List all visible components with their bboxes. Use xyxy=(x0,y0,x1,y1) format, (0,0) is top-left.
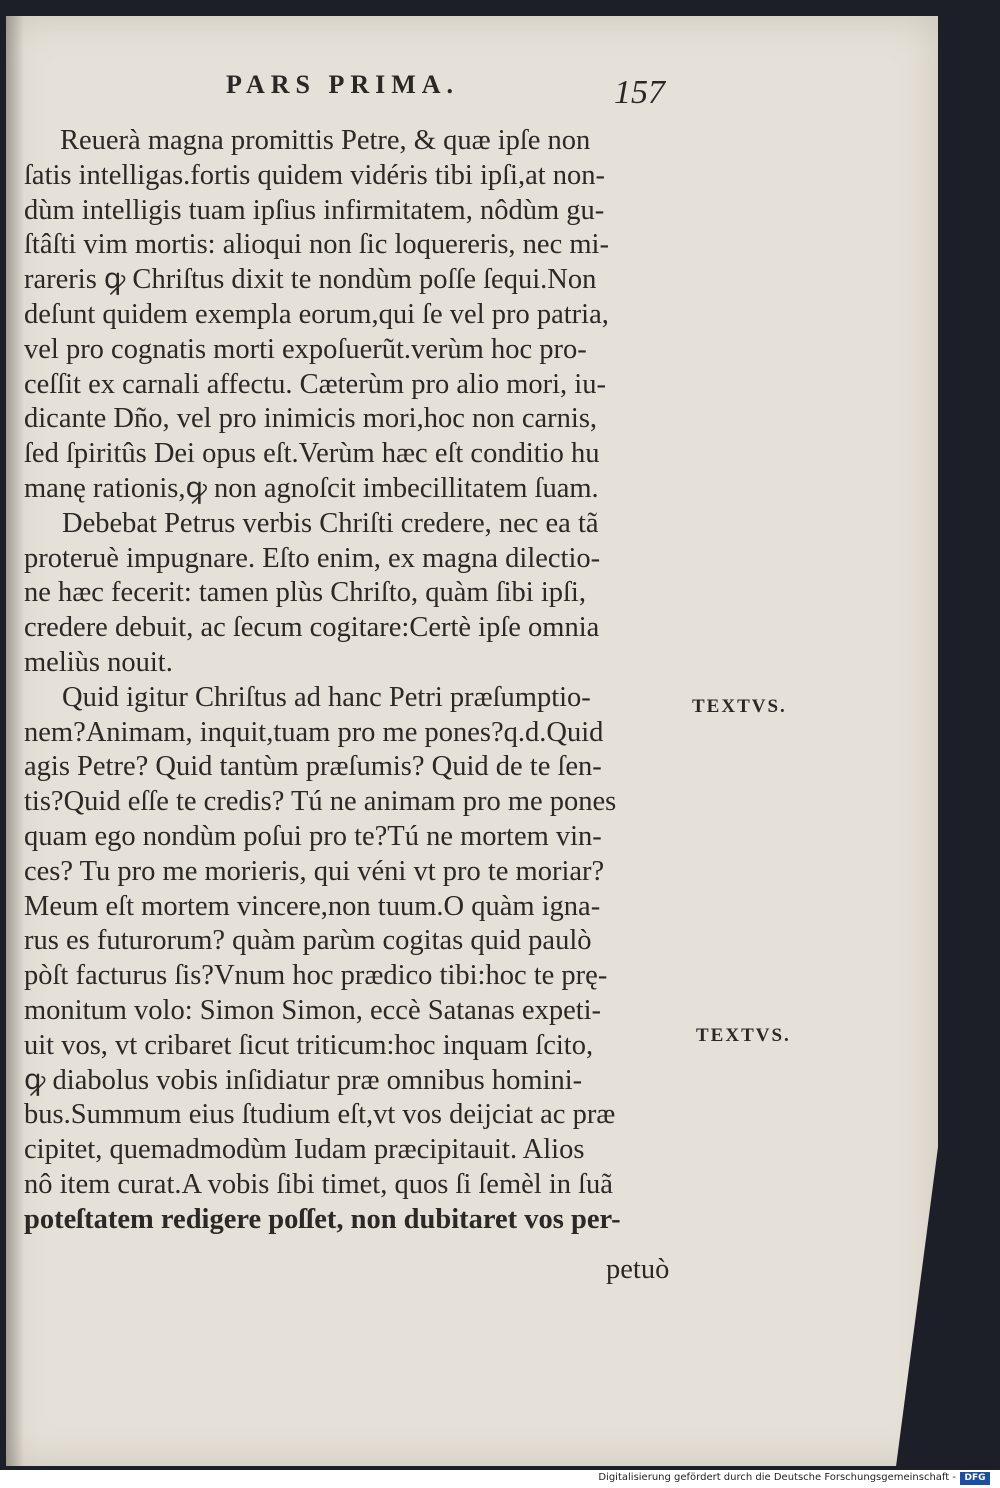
text-line: nô item curat.A vobis ſibi timet, quos ſi ſemèl in ſuã xyxy=(24,1168,613,1200)
text-line: dicante Dño, vel pro inimicis mori,hoc non carnis, xyxy=(24,403,598,435)
marginal-note: TEXTVS. xyxy=(692,696,787,717)
text-line: rus es futurorum? quàm parùm cogitas quid paulò xyxy=(24,925,592,957)
text-line: cipitet, quemadmodùm Iudam præcipitauit. Alios xyxy=(24,1134,585,1166)
marginal-note: TEXTVS. xyxy=(696,1025,791,1046)
text-line: meliùs nouit. xyxy=(24,646,173,678)
dfg-logo: DFG xyxy=(960,1472,990,1485)
page-number: 157 xyxy=(614,74,665,111)
text-line: pòſt facturus ſis?Vnum hoc prædico tibi:hoc te prę- xyxy=(24,960,608,992)
text-line: manę rationis,ꝙ non agnoſcit imbecillitatem ſuam. xyxy=(24,472,599,504)
text-line: vel pro cognatis morti expoſuerũt.verùm hoc pro- xyxy=(24,333,587,365)
footer-credit: Digitalisierung gefördert durch die Deutsche Forschungsgemeinschaft - xyxy=(598,1472,956,1483)
text-line: poteſtatem redigere poſſet, non dubitaret vos per- xyxy=(24,1203,621,1235)
text-line: monitum volo: Simon Simon, eccè Satanas expeti- xyxy=(24,994,602,1026)
text-line: Reuerà magna promittis Petre, & quæ ipſe non xyxy=(60,125,591,156)
text-line: nem?Animam, inquit,tuam pro me pones?q.d.Quid xyxy=(24,716,604,748)
text-line: bus.Summum eius ſtudium eſt,vt vos deijciat ac præ xyxy=(24,1099,616,1131)
running-head: PARS PRIMA. xyxy=(226,70,460,99)
catchword: petuò xyxy=(606,1254,670,1285)
text-line: Quid igitur Chriſtus ad hanc Petri præſumptio- xyxy=(62,681,591,713)
text-line: ꝙ diabolus vobis inſidiatur præ omnibus homini- xyxy=(24,1064,583,1096)
text-line: uit vos, vt cribaret ſicut triticum:hoc inquam ſcito, xyxy=(24,1029,594,1061)
text-line: ces? Tu pro me morieris, qui véni vt pro te moriar? xyxy=(24,855,605,887)
text-line: tis?Quid eſſe te credis? Tú ne animam pro me pones xyxy=(24,786,617,818)
text-line: Meum eſt mortem vincere,non tuum.O quàm igna- xyxy=(24,890,601,922)
text-line: quam ego nondùm poſui pro te?Tú ne mortem vin- xyxy=(24,820,602,852)
text-line: credere debuit, ac ſecum cogitare:Certè ipſe omnia xyxy=(24,612,600,644)
text-line: agis Petre? Quid tantùm præſumis? Quid de te ſen- xyxy=(24,751,602,783)
body-text xyxy=(24,124,694,1238)
text-line: ceſſit ex carnali affectu. Cæterùm pro alio mori, iu- xyxy=(24,368,606,400)
text-line: ſed ſpiritûs Dei opus eſt.Verùm hæc eſt conditio hu xyxy=(24,438,600,470)
text-line: deſunt quidem exempla eorum,qui ſe vel pro patria, xyxy=(24,298,609,330)
text-line: proteruè impugnare. Eſto enim, ex magna dilectio- xyxy=(24,542,601,574)
text-line: ſtâſti vim mortis: alioqui non ſic loquereris, nec mi- xyxy=(24,229,609,261)
text-line: Debebat Petrus verbis Chriſti credere, nec ea tã xyxy=(62,507,599,539)
text-line: ne hæc fecerit: tamen plùs Chriſto, quàm ſibi ipſi, xyxy=(24,577,586,609)
text-line: rareris ꝙ Chriſtus dixit te nondùm poſſe ſequi.Non xyxy=(24,264,597,296)
text-line: dùm intelligis tuam ipſius infirmitatem, nôdùm gu- xyxy=(24,194,605,226)
text-line: ſatis intelligas.fortis quidem vidéris tibi ipſi,at non- xyxy=(24,159,606,191)
